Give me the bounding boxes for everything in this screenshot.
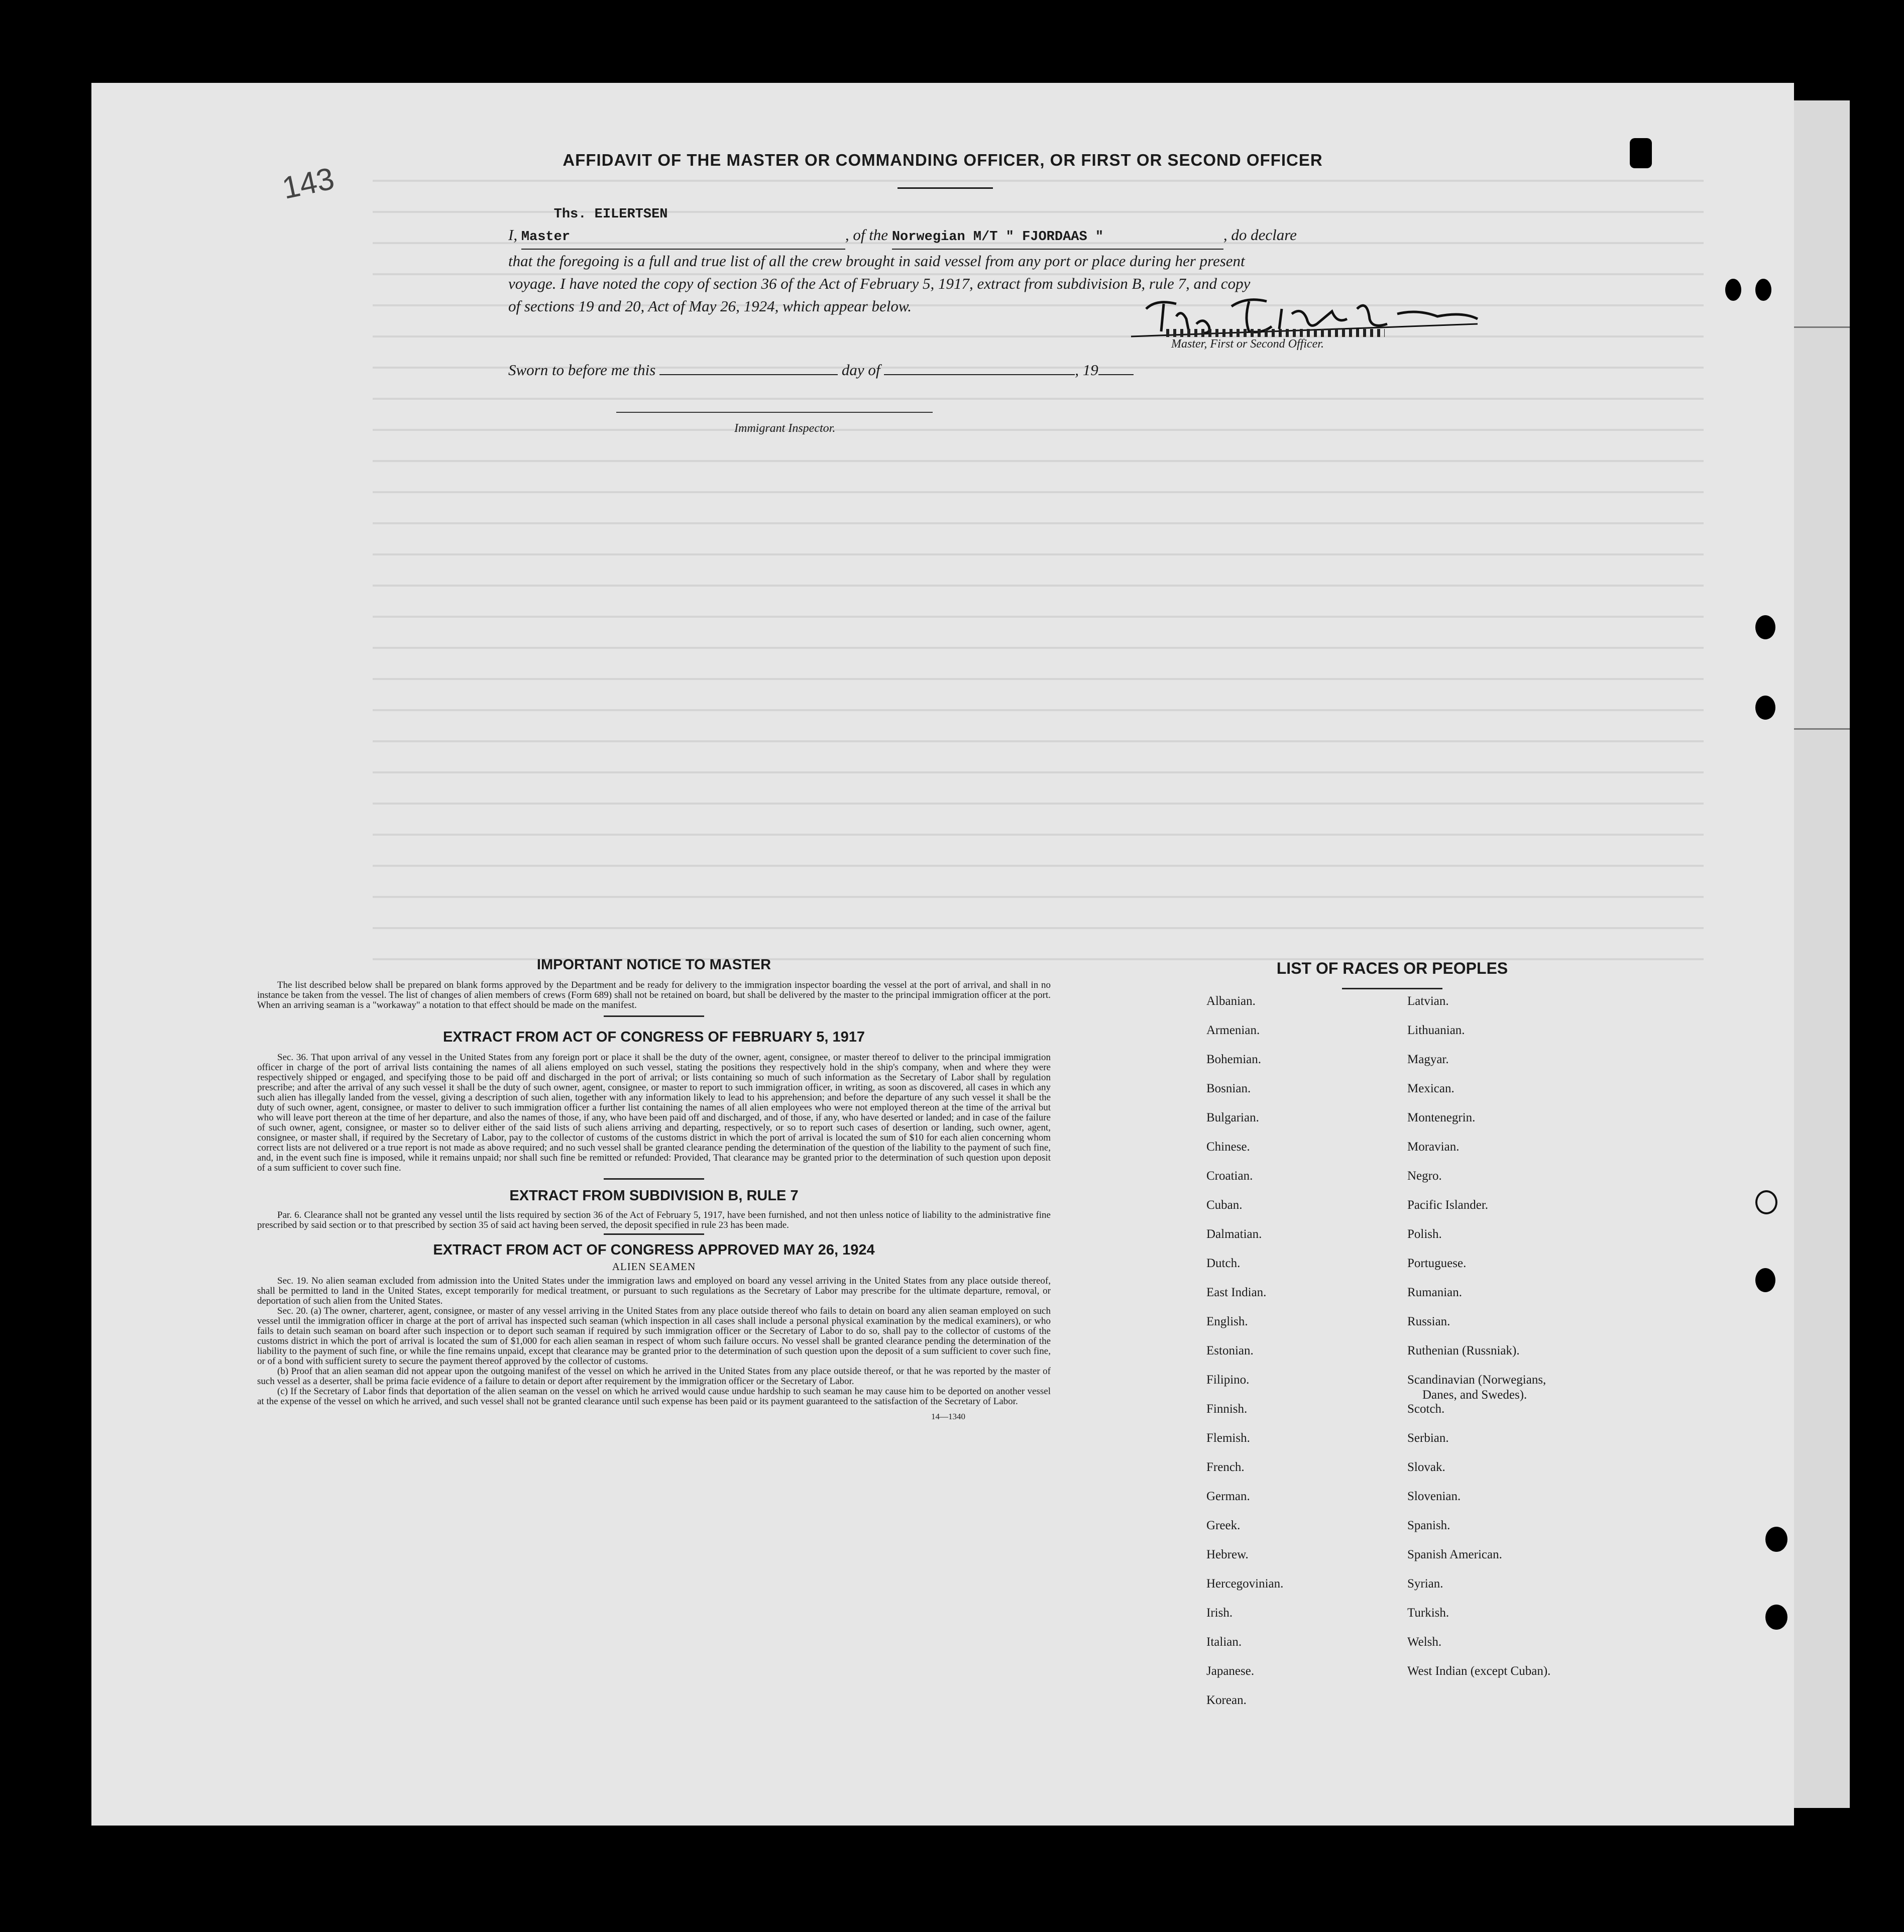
extract-1917-divider [604, 1178, 704, 1180]
section-20c-text: (c) If the Secretary of Labor finds that deportation of the alien seaman on the vessel on which he arrived would cause undue hardship to such seaman he may cause him to be deported on another vessel at the expense of the vessel on which he arrived, and such vessel shall not be granted clearance until such expense has been paid or its payment guaranteed to the satisfaction of the Secretary of Labor. [257, 1386, 1051, 1407]
race-item: English. [1206, 1315, 1248, 1328]
race-item: Scotch. [1407, 1402, 1445, 1416]
race-item: East Indian. [1206, 1286, 1267, 1299]
section-20a-text: Sec. 20. (a) The owner, charterer, agent, consignee, or master of any vessel arriving in the United States from any place outside thereof who fails to detain on board any alien seaman employed on such vessel until the immigration officer in charge at the port of arrival has inspected such seaman (which inspection in all cases shall include a personal physical examination by the medical examiners), or who fails to detain such seaman on board after such inspection or to deport such seaman if required by such immigration officer or the Secretary of Labor to do so, shall pay to the collector of customs of the customs district in which the port of arrival is located the sum of $1,000 for each alien seaman in respect of whom such failure occurs. No vessel shall be granted clearance pending the determination of the liability to the payment of such fine, or while the fine remains unpaid, except that clearance may be granted prior to the determination of such question upon the deposit of a sum sufficient to cover such fine, or of a bond with sufficient surety to secure the payment thereof approved by the collector of customs. [257, 1306, 1051, 1367]
notices-column [257, 957, 1051, 1422]
race-item: Portuguese. [1407, 1257, 1467, 1270]
extract-1917-title: EXTRACT FROM ACT OF CONGRESS OF FEBRUARY 5, 1917 [442, 1029, 865, 1045]
master-name-field: Ths. EILERTSENMaster [521, 203, 845, 250]
sworn-year-blank [1098, 359, 1134, 375]
binding-clip [1630, 138, 1652, 168]
race-item: Welsh. [1407, 1635, 1442, 1649]
race-item: Montenegrin. [1407, 1111, 1476, 1124]
races-divider [1342, 988, 1442, 989]
race-item: Ruthenian (Russniak). [1407, 1344, 1520, 1357]
punch-hole [1765, 1605, 1787, 1630]
race-item: Hebrew. [1206, 1548, 1249, 1561]
race-item: Japanese. [1206, 1664, 1255, 1678]
notice-text: The list described below shall be prepared on blank forms approved by the Department and be ready for delivery to the immigration inspector boarding the vessel at the port of arrival, and shall in no instance be taken from the vessel. The list of changes of alien members of crews (Form 689) shall not be retained on board, but shall be delivered by the master to the principal immigration officer at the port. When an arriving seaman is a "workaway" a notation to that effect should be made on the manifest. [257, 980, 1051, 1010]
affidavit-title: AFFIDAVIT OF THE MASTER OR COMMANDING OFFICER, OR FIRST OR SECOND OFFICER [563, 151, 1323, 169]
overtyped-caption-marks [1166, 329, 1385, 337]
race-item: Finnish. [1206, 1402, 1248, 1416]
race-item: Negro. [1407, 1169, 1442, 1183]
race-item: Danes, and Swedes). [1422, 1388, 1527, 1402]
race-item: Dutch. [1206, 1257, 1241, 1270]
race-item: Greek. [1206, 1519, 1241, 1532]
race-item: Filipino. [1206, 1373, 1250, 1387]
race-item: Armenian. [1206, 1024, 1260, 1037]
punch-hole [1755, 1268, 1775, 1292]
race-item: Latvian. [1407, 994, 1449, 1008]
race-item: Italian. [1206, 1635, 1242, 1649]
race-item: Estonian. [1206, 1344, 1254, 1357]
race-item: Slovak. [1407, 1460, 1445, 1474]
race-item: Moravian. [1407, 1140, 1460, 1154]
affidavit-line-4: of sections 19 and 20, Act of May 26, 1924, which appear below. [508, 297, 912, 315]
race-item: French. [1206, 1460, 1245, 1474]
race-item: Pacific Islander. [1407, 1198, 1489, 1212]
notice-title: IMPORTANT NOTICE TO MASTER [536, 957, 771, 973]
race-item: Albanian. [1206, 994, 1256, 1008]
race-item: Rumanian. [1407, 1286, 1463, 1299]
section-36-text: Sec. 36. That upon arrival of any vessel in the United States from any foreign port or place it shall be the duty of the owner, agent, consignee, or master thereof to deliver to the principal immigration officer in charge of the port of arrival lists containing the names of all aliens employed on such vessel, stating the positions they respectively hold in the ship's company, when and where they were respectively shipped or engaged, and specifying those to be paid off and discharged in the port of arrival; or lists containing so much of such information as the Secretary of Labor shall by regulation prescribe; and after the arrival of any such vessel it shall be the duty of such owner, agent, consignee, or master to report to such immigration officer, in writing, as soon as discovered, all cases in which any such alien has illegally landed from the vessel, giving a description of such alien, together with any information likely to lead to his apprehension; and before the departure of any such vessel it shall be the duty of such owner, agent, consignee, or master to deliver to such immigration officer a further list containing the names of all alien employees who were not employed thereon at the time of the arrival but who will leave port thereon at the time of her departure, and also the names of those, if any, who have been paid off and discharged, and of those, if any, who have deserted or landed; and in case of the failure of such owner, agent, consignee, or master so to deliver either of the said lists of such aliens arriving and departing, respectively, or so to report such cases of desertion or landing, such owner, agent, consignee, or master shall, if required by the Secretary of Labor, pay to the collector of customs of the customs district in which the port of arrival is located the sum of $10 for each alien concerning whom correct lists are not delivered or a true report is not made as above required; and no such vessel shall be granted clearance pending the determination of the question of the liability to the payment of such fine, and, in the event such fine is imposed, while it remains unpaid; nor shall such fine be remitted or refunded: Provided, That clearance may be granted prior to the determination of such question upon deposit of a sum sufficient to cover such fine. [257, 1052, 1051, 1173]
race-item: Irish. [1206, 1606, 1233, 1620]
race-item: Chinese. [1206, 1140, 1250, 1154]
inspector-caption: Immigrant Inspector. [734, 422, 836, 435]
race-item: Korean. [1206, 1693, 1247, 1707]
race-item: Lithuanian. [1407, 1024, 1465, 1037]
affidavit-line-3: voyage. I have noted the copy of section 36 of the Act of February 5, 1917, extract from subdivision B, rule 7, and copy [508, 275, 1251, 292]
section-20b-text: (b) Proof that an alien seaman did not appear upon the outgoing manifest of the vessel on which he arrived in the United States from any place outside thereof, or that he was reported by the master of such vessel as a deserter, shall be prima facie evidence of a failure to detain or deport after requirement by the immigration officer or the Secretary of Labor. [257, 1366, 1051, 1387]
punch-hole [1725, 279, 1741, 301]
race-item: Hercegovinian. [1206, 1577, 1284, 1590]
race-item: Spanish. [1407, 1519, 1450, 1532]
race-item: Serbian. [1407, 1431, 1449, 1445]
inspector-signature-line [616, 412, 933, 413]
race-item: Croatian. [1206, 1169, 1253, 1183]
race-item: Mexican. [1407, 1082, 1454, 1095]
race-item: Bosnian. [1206, 1082, 1251, 1095]
vessel-name-field: Norwegian M/T " FJORDAAS " [892, 226, 1223, 250]
race-item: Slovenian. [1407, 1490, 1461, 1503]
section-19-text: Sec. 19. No alien seaman excluded from admission into the United States under the immigration laws and employed on board any vessel arriving in the United States from any place outside thereof, shall be permitted to land in the United States, except temporarily for medical treatment, or pursuant to such regulations as the Secretary of Labor may prescribe for the ultimate departure, removal, or deportation of such alien from the United States. [257, 1276, 1051, 1306]
sworn-day-blank [659, 359, 838, 375]
race-item: Flemish. [1206, 1431, 1250, 1445]
affidavit-line-2: that the foregoing is a full and true list of all the crew brought in said vessel from any port or place during her present [508, 252, 1245, 270]
punch-hole [1755, 615, 1775, 639]
rule-7-title: EXTRACT FROM SUBDIVISION B, RULE 7 [509, 1188, 799, 1204]
sworn-month-blank [884, 359, 1075, 375]
race-item: Russian. [1407, 1315, 1450, 1328]
handwritten-page-number: 143 [279, 161, 338, 206]
punch-hole [1755, 1190, 1777, 1214]
races-title: LIST OF RACES OR PEOPLES [1276, 959, 1508, 977]
rule-7-divider [604, 1233, 704, 1235]
document-page [91, 83, 1794, 1826]
alien-seamen-heading: ALIEN SEAMEN [612, 1261, 696, 1273]
race-item: Bohemian. [1206, 1053, 1262, 1066]
race-item: Scandinavian (Norwegians, [1407, 1373, 1546, 1387]
races-column [1116, 959, 1668, 1707]
race-item: Cuban. [1206, 1198, 1243, 1212]
notice-divider [604, 1015, 704, 1017]
punch-hole [1755, 279, 1771, 301]
race-item: Turkish. [1407, 1606, 1449, 1620]
extract-1924-title: EXTRACT FROM ACT OF CONGRESS APPROVED MAY 26, 1924 [433, 1242, 875, 1258]
race-item: Spanish American. [1407, 1548, 1502, 1561]
title-divider [898, 187, 993, 189]
race-item: Dalmatian. [1206, 1227, 1262, 1241]
race-item: West Indian (except Cuban). [1407, 1664, 1551, 1678]
punch-hole [1755, 696, 1775, 720]
race-item: German. [1206, 1490, 1250, 1503]
race-item: Bulgarian. [1206, 1111, 1259, 1124]
punch-hole [1765, 1527, 1787, 1552]
sworn-line: Sworn to before me this day of , 19 [508, 359, 1134, 379]
signature-caption: Master, First or Second Officer. [1171, 337, 1324, 351]
affidavit-line-1: I, Ths. EILERTSENMaster , of the Norwegian M/T " FJORDAAS " , do declare [508, 203, 1508, 250]
form-number: 14—1340 [931, 1412, 965, 1421]
race-item: Syrian. [1407, 1577, 1443, 1590]
race-item: Magyar. [1407, 1053, 1449, 1066]
race-item: Polish. [1407, 1227, 1442, 1241]
rule-7-text: Par. 6. Clearance shall not be granted any vessel until the lists required by section 36 of the Act of February 5, 1917, have been furnished, and not then unless notice of liability to the administrative fine prescribed by said section or to that prescribed by section 35 of said act having been served, the deposit specified in rule 23 has been made. [257, 1210, 1051, 1230]
